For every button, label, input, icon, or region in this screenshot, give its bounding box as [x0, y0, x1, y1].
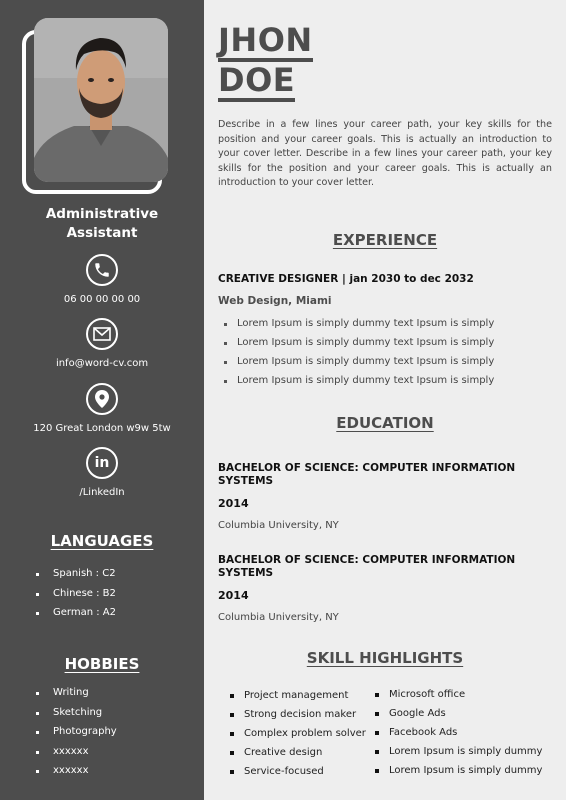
- last-name: DOE: [218, 62, 295, 102]
- street-address: 120 Great London w9w 5tw: [33, 423, 171, 434]
- education-school: Columbia University, NY: [218, 612, 339, 623]
- map-pin-icon: [86, 383, 118, 415]
- languages-list: [36, 568, 116, 627]
- education-year: 2014: [218, 497, 249, 510]
- hobbies-list: [36, 687, 117, 785]
- list-item: Chinese : B2: [36, 588, 116, 608]
- envelope-icon: [86, 318, 118, 350]
- list-item: Microsoft office: [375, 689, 542, 708]
- skills-heading: SKILL HIGHLIGHTS: [306, 649, 464, 667]
- sidebar: [0, 0, 204, 800]
- first-name: JHON: [218, 22, 313, 62]
- list-item: Lorem Ipsum is simply dummy: [375, 746, 542, 765]
- list-item: Photography: [36, 726, 117, 746]
- main-content: [204, 0, 566, 800]
- list-item: Lorem Ipsum is simply dummy: [375, 765, 542, 784]
- experience-bullets: [224, 318, 494, 394]
- list-item: Spanish : C2: [36, 568, 116, 588]
- experience-subtitle: Web Design, Miami: [218, 295, 332, 307]
- phone-icon: [86, 254, 118, 286]
- hobbies-heading: HOBBIES: [64, 655, 140, 673]
- profile-photo: [34, 18, 168, 182]
- intro-paragraph: Describe in a few lines your career path, your key skills for the position and your career goals. This is actually an introduction to your cover letter. Describe in a few lines your career path, your key skills for the position and your career goals. This is actually an introduction to your cover letter.: [218, 119, 552, 189]
- list-item: Facebook Ads: [375, 727, 542, 746]
- linkedin-icon: in: [86, 447, 118, 479]
- list-item: Creative design: [230, 747, 366, 766]
- list-item: Lorem Ipsum is simply dummy text Ipsum is simply: [224, 337, 494, 356]
- list-item: German : A2: [36, 607, 116, 627]
- list-item: Lorem Ipsum is simply dummy text Ipsum is simply: [224, 375, 494, 394]
- job-title: Administrative Assistant: [45, 206, 159, 241]
- list-item: Sketching: [36, 707, 117, 727]
- experience-heading: EXPERIENCE: [332, 231, 438, 249]
- education-heading: EDUCATION: [336, 414, 434, 432]
- skills-list-right: [375, 689, 542, 784]
- list-item: Lorem Ipsum is simply dummy text Ipsum is simply: [224, 356, 494, 375]
- email-address: info@word-cv.com: [55, 358, 149, 369]
- list-item: Project management: [230, 690, 366, 709]
- phone-number: 06 00 00 00 00: [63, 294, 141, 305]
- list-item: Lorem Ipsum is simply dummy text Ipsum is simply: [224, 318, 494, 337]
- list-item: xxxxxx: [36, 746, 117, 766]
- education-school: Columbia University, NY: [218, 520, 339, 531]
- education-degree: BACHELOR OF SCIENCE: COMPUTER INFORMATION SYSTEMS: [218, 554, 516, 579]
- list-item: Complex problem solver: [230, 728, 366, 747]
- list-item: Service-focused: [230, 766, 366, 785]
- list-item: Strong decision maker: [230, 709, 366, 728]
- languages-heading: LANGUAGES: [50, 532, 154, 550]
- linkedin-link[interactable]: /LinkedIn: [79, 487, 125, 498]
- list-item: Writing: [36, 687, 117, 707]
- list-item: Google Ads: [375, 708, 542, 727]
- experience-title: CREATIVE DESIGNER | jan 2030 to dec 2032: [218, 273, 474, 285]
- skills-list-left: [230, 690, 366, 785]
- education-degree: BACHELOR OF SCIENCE: COMPUTER INFORMATION SYSTEMS: [218, 462, 516, 487]
- education-year: 2014: [218, 589, 249, 602]
- list-item: xxxxxx: [36, 765, 117, 785]
